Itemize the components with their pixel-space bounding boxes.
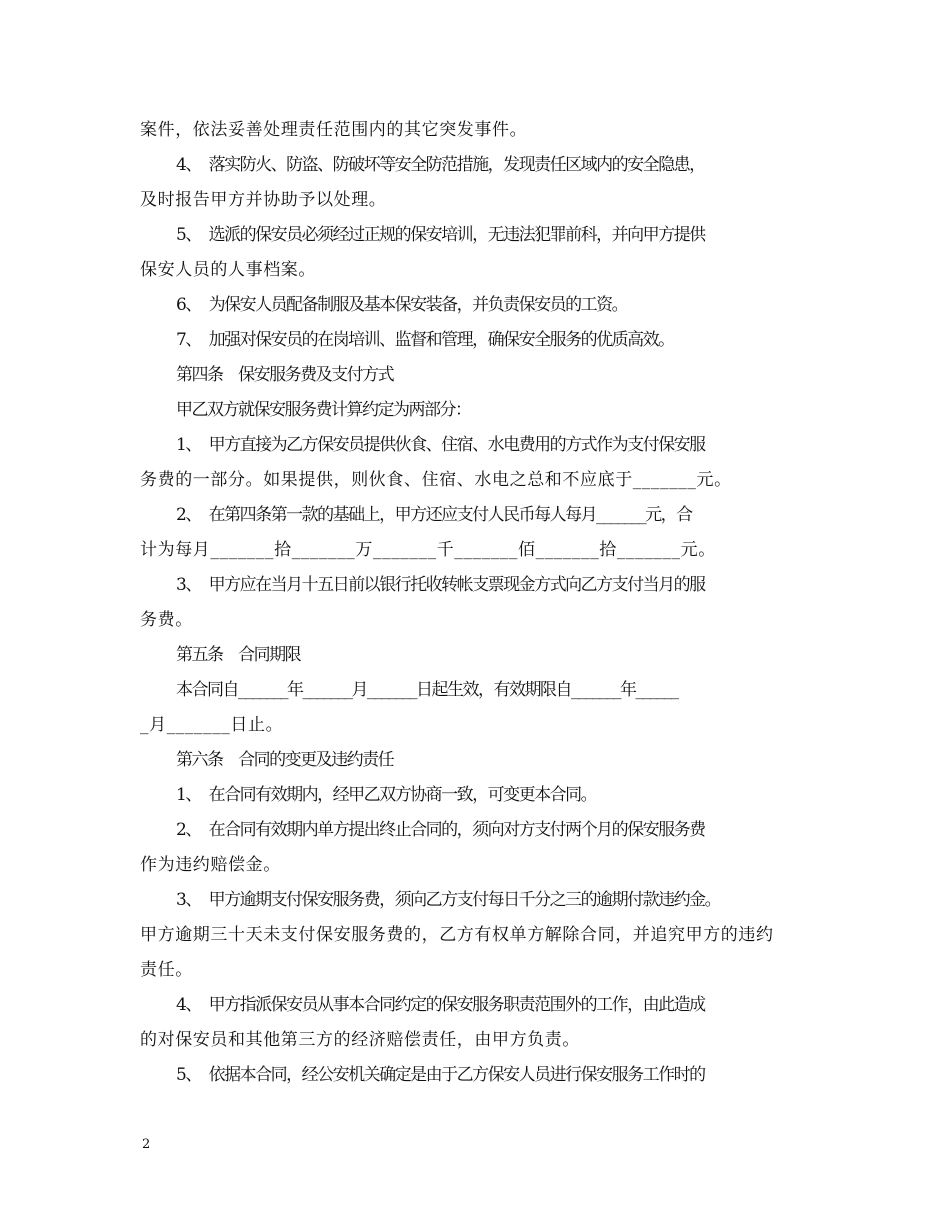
text-line: 1、 甲方直接为乙方保安员提供伙食、住宿、水电费用的方式作为支付保安服: [176, 435, 705, 455]
text-line: 案件，依法妥善处理责任范围内的其它突发事件。: [140, 120, 528, 140]
text-line: 甲乙双方就保安服务费计算约定为两部分：: [176, 400, 471, 420]
text-line: 作为违约赔偿金。: [140, 855, 281, 875]
text-line: 的对保安员和其他第三方的经济赔偿责任，由甲方负责。: [140, 1030, 580, 1050]
text-line: 务费的一部分。如果提供，则伙食、住宿、水电之总和不应底于_______元。: [140, 470, 732, 490]
text-line: 5、 选派的保安员必须经过正规的保安培训，无违法犯罪前科，并向甲方提供: [176, 225, 705, 245]
text-line: 务费。: [140, 610, 193, 630]
text-line: _月_______日止。: [140, 715, 284, 735]
text-line: 5、 依据本合同，经公安机关确定是由于乙方保安人员进行保安服务工作时的: [176, 1065, 705, 1085]
page-number: 2: [142, 1137, 151, 1152]
text-line: 2、 在合同有效期内单方提出终止合同的，须向对方支付两个月的保安服务费: [176, 820, 705, 840]
text-line: 保安人员的人事档案。: [140, 260, 316, 280]
text-line: 本合同自_______年_______月_______日起生效，有效期限自_______年______: [176, 680, 678, 700]
section-heading: 第六条 合同的变更及违约责任: [176, 750, 394, 770]
text-line: 责任。: [140, 960, 193, 980]
text-line: 计为每月_______拾_______万_______千_______佰_______拾_______元。: [140, 540, 716, 560]
text-line: 甲方逾期三十天未支付保安服务费的，乙方有权单方解除合同，并追究甲方的违约: [140, 925, 774, 945]
text-line: 7、 加强对保安员的在岗培训、监督和管理，确保安全服务的优质高效。: [176, 330, 674, 350]
text-line: 2、 在第四条第一款的基础上，甲方还应支付人民币每人每月_______元，合: [176, 505, 692, 525]
text-line: 3、 甲方应在当月十五日前以银行托收转帐支票现金方式向乙方支付当月的服: [176, 575, 705, 595]
text-line: 4、 甲方指派保安员从事本合同约定的保安服务职责范围外的工作，由此造成: [176, 995, 705, 1015]
section-heading: 第五条 合同期限: [176, 645, 301, 665]
text-line: 1、 在合同有效期内，经甲乙双方协商一致，可变更本合同。: [176, 785, 597, 805]
text-line: 6、 为保安人员配备制服及基本保安装备，并负责保安员的工资。: [176, 295, 628, 315]
text-line: 3、 甲方逾期支付保安服务费，须向乙方支付每日千分之三的逾期付款违约金。: [176, 890, 721, 910]
text-line: 4、 落实防火、防盗、防破坏等安全防范措施，发现责任区域内的安全隐患，: [176, 155, 705, 175]
text-line: 及时报告甲方并协助予以处理。: [140, 190, 387, 210]
section-heading: 第四条 保安服务费及支付方式: [176, 365, 394, 385]
